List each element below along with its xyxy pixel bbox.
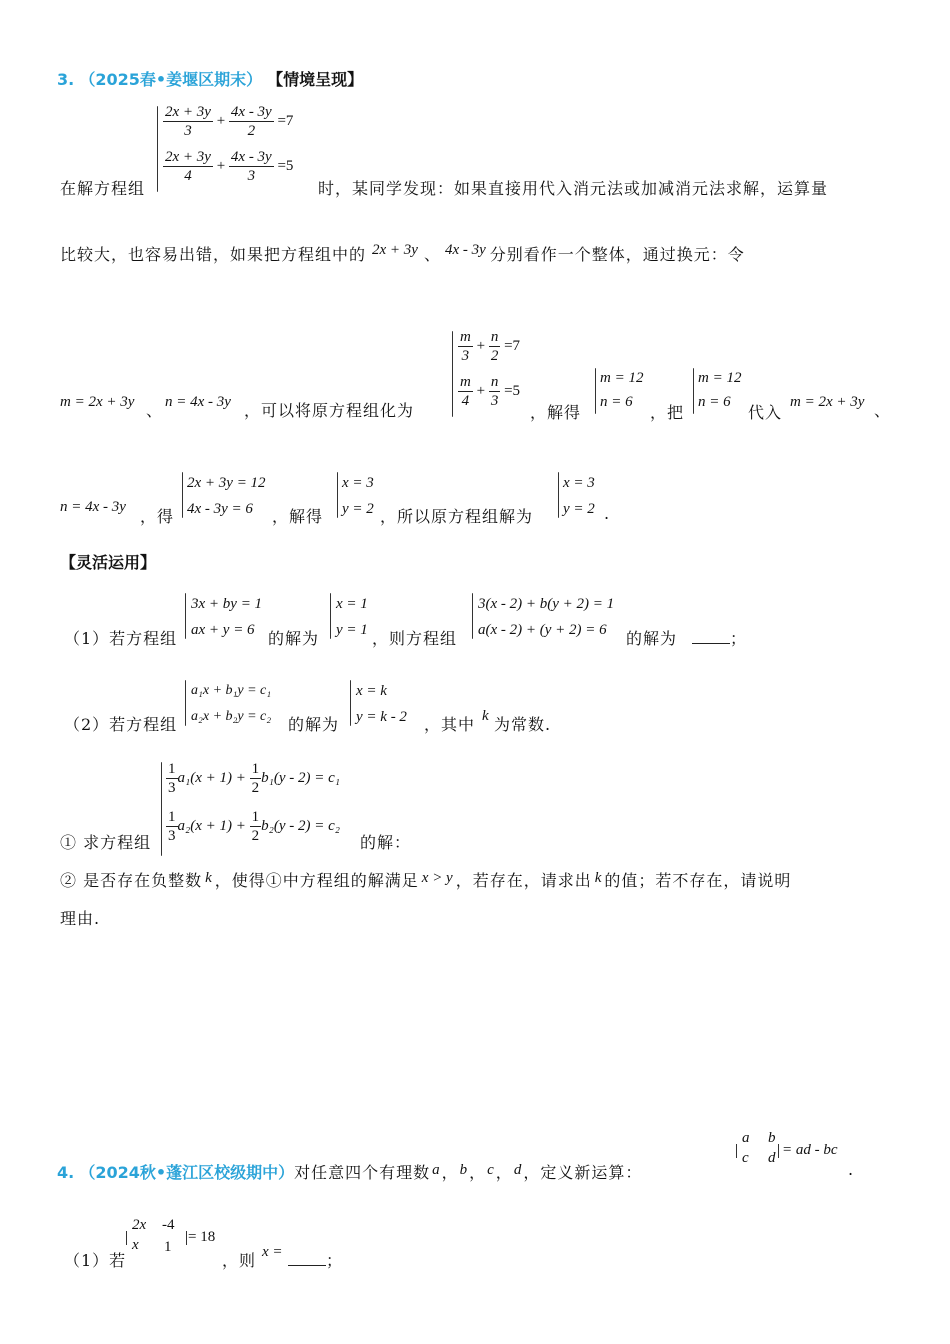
apply-q2-sub2-cont: 理由. [60,909,101,928]
q3-para2: 比较大，也容易出错，如果把方程组中的 2x + 3y 、 4x - 3y 分别看作一个整体，通过换元：令 [60,242,745,264]
q3-period: . [604,504,610,523]
math-n-def: n = 4x - 3y [60,499,126,515]
apply-q2-sub1: ① 求方程组 [60,833,152,852]
apply-q1-text: 的解为 [268,629,320,648]
equation-system-q2b: x = k y = k - 2 [356,683,407,725]
math-m-def: m = 2x + 3y [60,394,135,410]
brace [182,472,183,518]
q3-heading [57,67,363,90]
apply-q1-text: ，则方程组 [372,629,458,648]
math-m-def: m = 2x + 3y [790,394,865,410]
q3-sep: 、 [146,401,164,420]
q4-sub1-text: ，则 [222,1251,257,1270]
apply-q2-text: ，其中 [424,715,476,734]
q3-sep: 、 [874,401,892,420]
apply-q2-text: 为常数. [494,715,552,734]
equation-system-3: m = 12 n = 6 [600,370,644,410]
determinant-definition: a b c d = ad - bc [734,1130,854,1170]
equation-system-q2a: a₁x + b₁y = c₁ a₂x + b₂y = c₂ [191,683,272,724]
brace [595,368,596,414]
apply-q2-text: （2）若方程组 [64,715,178,734]
apply-q1-text: 的解为 [626,629,678,648]
q3-text: 代入 [748,403,783,422]
q3-text: ，所以原方程组解为 [380,507,534,526]
equation-system-q1c: 3(x - 2) + b(y + 2) = 1 a(x - 2) + (y + 2) = 6 [478,596,615,638]
brace [558,472,559,518]
q3-para1-pre: 在解方程组 [60,179,146,198]
q3-text: ，把 [650,403,685,422]
determinant-equation: 2x -4 x 1 = 18 [126,1217,226,1259]
q4-source: （2024秋•蓬江区校级期中） [79,1163,295,1182]
q3-para1-post: 时，某同学发现：如果直接用代入消元法或加减消元法求解，运算量 [318,179,829,198]
q3-text: ，解得 [272,507,324,526]
brace [350,680,351,726]
brace [472,593,473,639]
brace [185,593,186,639]
q3-number: 3. [57,70,75,89]
q3-tag: 【情境呈现】 [267,70,364,89]
brace [185,680,186,726]
equation-system-q1b: x = 1 y = 1 [336,596,368,638]
apply-q2-sub2: ② 是否存在负整数 k ，使得①中方程组的解满足 x > y ，若存在，请求出 k 的值；若不存在，请说明 [60,870,792,890]
equation-system-1: $\frac{2x + 3y}{3}$ + $\frac{4x - 3y}{2}$ =7 $\frac{2x + 3y}{4}$ + $\frac{4x - 3y}{3}$ =5 [165,104,294,184]
equation-system-4: m = 12 n = 6 [698,370,742,410]
math-n-def: n = 4x - 3y [165,394,231,410]
equation-system-q2c: $\frac{1}{3}$ a₁(x + 1) + $\frac{1}{2}$ b₁(y - 2) = c₁ $\frac{1}{3}$ a₂(x + 1) + $\frac{1}{2}$ b₂(y - 2) = c₂ [168,761,340,844]
var-k: k [482,708,489,724]
brace [452,331,453,417]
q3-text: ，可以将原方程组化为 [244,401,415,420]
brace [693,368,694,414]
equation-system-7: x = 3 y = 2 [563,475,595,517]
q4-number: 4. [57,1163,75,1182]
answer-blank[interactable]: ； [692,626,746,649]
equation-system-q1a: 3x + by = 1 ax + y = 6 [191,596,263,638]
q4-heading: 4. （2024秋•蓬江区校级期中）对任意四个有理数 a ， b ， c ， d ，定义新运算： [57,1162,643,1182]
brace [337,472,338,518]
q4-period: . [848,1160,854,1179]
q4-sub1-text: （1）若 [64,1251,127,1270]
apply-q2-sub1: 的解： [360,833,412,852]
q3-text: ，得 [140,507,175,526]
brace [157,106,158,192]
equation-system-6: x = 3 y = 2 [342,475,374,517]
equation-system-2: $\frac{m}{3}$ + $\frac{n}{2}$ =7 $\frac{m}{4}$ + $\frac{n}{3}$ =5 [460,329,521,409]
apply-tag: 【灵活运用】 [60,553,157,572]
apply-q1-text: （1）若方程组 [64,629,178,648]
q4-var-x: x = [262,1244,283,1260]
brace [161,762,162,856]
answer-blank[interactable]: ； [288,1248,342,1271]
q3-source: （2025春•姜堰区期末） [79,70,263,89]
q3-text: ，解得 [530,403,582,422]
equation-system-5: 2x + 3y = 12 4x - 3y = 6 [187,475,266,517]
brace [330,593,331,639]
apply-q2-text: 的解为 [288,715,340,734]
